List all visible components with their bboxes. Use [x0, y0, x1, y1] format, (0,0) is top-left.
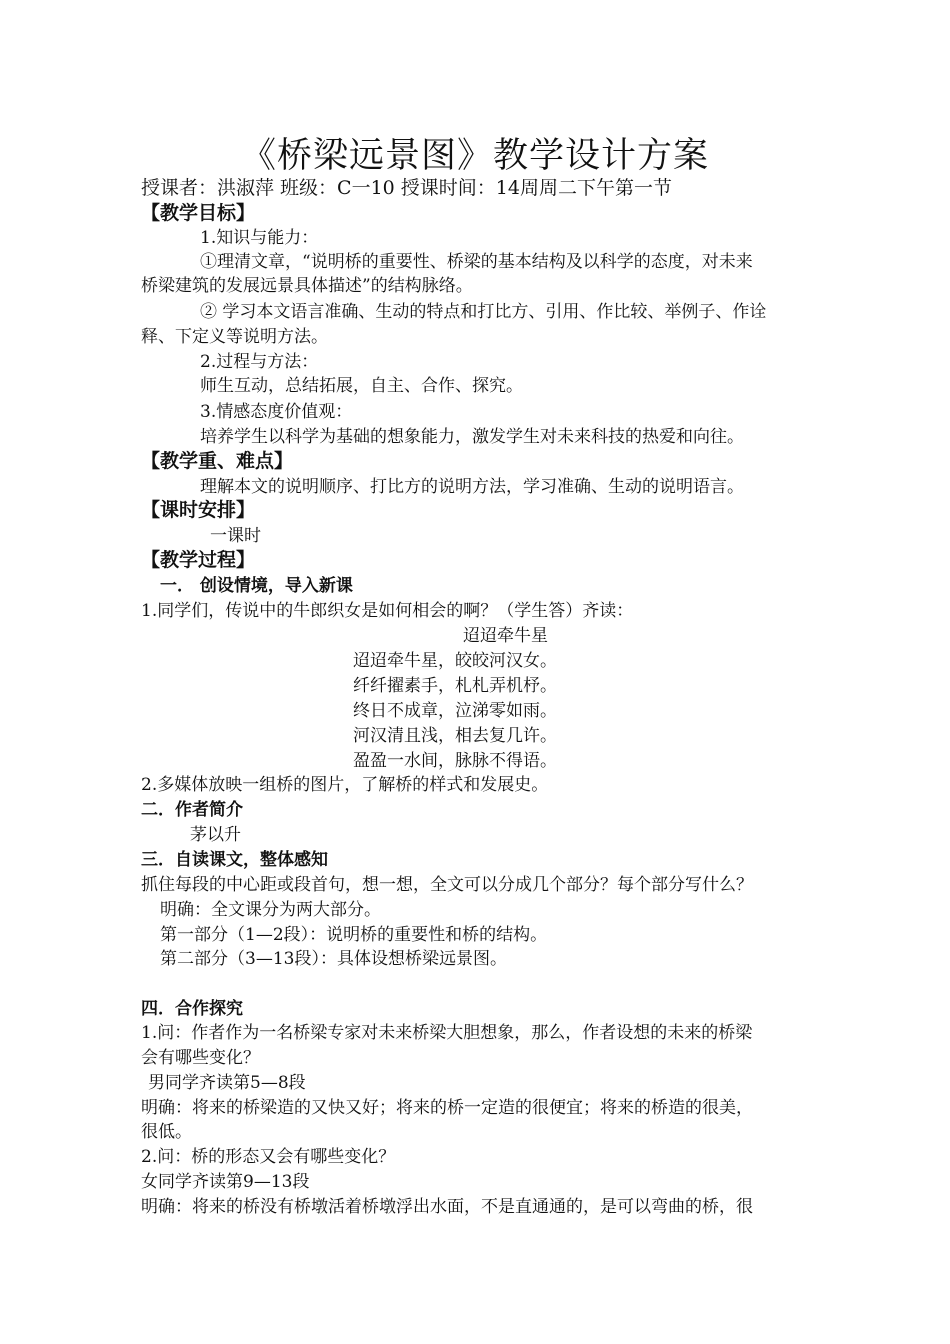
heading-schedule: 【课时安排】	[141, 499, 256, 521]
step-3-question: 抓住每段的中心距或段首句，想一想，全文可以分成几个部分？每个部分写什么？	[141, 875, 753, 895]
poem-line: 终日不成章，泣涕零如雨。	[353, 701, 557, 721]
objective-1a-line1: ①理清文章，“说明桥的重要性、桥梁的基本结构及以科学的态度，对未来	[200, 252, 753, 272]
objective-1b-line1: ② 学习本文语言准确、生动的特点和打比方、引用、作比较、举例子、作诠	[200, 302, 767, 322]
poem-line: 盈盈一水间，脉脉不得语。	[353, 751, 557, 771]
step-2-heading: 二．作者简介	[141, 800, 243, 820]
objective-2-body: 师生互动，总结拓展，自主、合作、探究。	[200, 376, 523, 396]
objective-2-heading: 2.过程与方法：	[200, 352, 319, 372]
step-3-answer: 明确：全文课分为两大部分。	[160, 900, 381, 920]
objective-1a-line2: 桥梁建筑的发展远景具体描述”的结构脉络。	[141, 276, 473, 296]
heading-process: 【教学过程】	[141, 549, 256, 571]
step-2-body: 茅以升	[190, 825, 241, 845]
step-4-reading-1: 男同学齐读第5—8段	[148, 1073, 306, 1093]
step-4-question-1-line2: 会有哪些变化？	[141, 1048, 260, 1068]
poem-title: 迢迢牵牛星	[463, 626, 548, 646]
step-4-answer-1-line2: 很低。	[141, 1122, 192, 1142]
step-4-reading-2: 女同学齐读第9—13段	[141, 1172, 310, 1192]
step-3-heading: 三．自读课文，整体感知	[141, 850, 328, 870]
keypoints-body: 理解本文的说明顺序、打比方的说明方法，学习准确、生动的说明语言。	[200, 477, 744, 497]
heading-keypoints: 【教学重、难点】	[141, 450, 294, 472]
step-4-answer-1-line1: 明确：将来的桥梁造的又快又好；将来的桥一定造的很便宜；将来的桥造的很美，	[141, 1098, 753, 1118]
objective-1-heading: 1.知识与能力：	[200, 228, 319, 248]
step-4-heading: 四．合作探究	[141, 999, 243, 1019]
lesson-meta: 授课者：洪淑萍 班级：C一10 授课时间：14周周二下午第一节	[141, 177, 672, 199]
objective-1b-line2: 释、下定义等说明方法。	[141, 327, 328, 347]
step-1-item-2: 2.多媒体放映一组桥的图片，了解桥的样式和发展史。	[141, 775, 549, 795]
heading-objectives: 【教学目标】	[141, 202, 256, 224]
objective-3-body: 培养学生以科学为基础的想象能力，激发学生对未来科技的热爱和向往。	[200, 427, 744, 447]
document-title: 《桥梁远景图》教学设计方案	[240, 136, 709, 176]
step-4-question-2: 2.问：桥的形态又会有哪些变化？	[141, 1147, 396, 1167]
objective-3-heading: 3.情感态度价值观：	[200, 402, 353, 422]
step-1-question: 1.同学们，传说中的牛郎织女是如何相会的啊？（学生答）齐读：	[141, 601, 634, 621]
step-4-question-1-line1: 1.问：作者作为一名桥梁专家对未来桥梁大胆想象，那么，作者设想的未来的桥梁	[141, 1023, 753, 1043]
step-3-part-1: 第一部分（1—2段）：说明桥的重要性和桥的结构。	[160, 925, 548, 945]
step-3-part-2: 第二部分（3—13段）：具体设想桥梁远景图。	[160, 949, 507, 969]
poem-line: 纤纤擢素手，札札弄机杼。	[353, 676, 557, 696]
step-4-answer-2: 明确：将来的桥没有桥墩活着桥墩浮出水面，不是直通通的，是可以弯曲的桥，很	[141, 1197, 753, 1217]
step-1-heading: 一． 创设情境，导入新课	[160, 576, 353, 596]
poem-line: 河汉清且浅，相去复几许。	[353, 726, 557, 746]
schedule-body: 一课时	[210, 526, 261, 546]
poem-line: 迢迢牵牛星，皎皎河汉女。	[353, 651, 557, 671]
